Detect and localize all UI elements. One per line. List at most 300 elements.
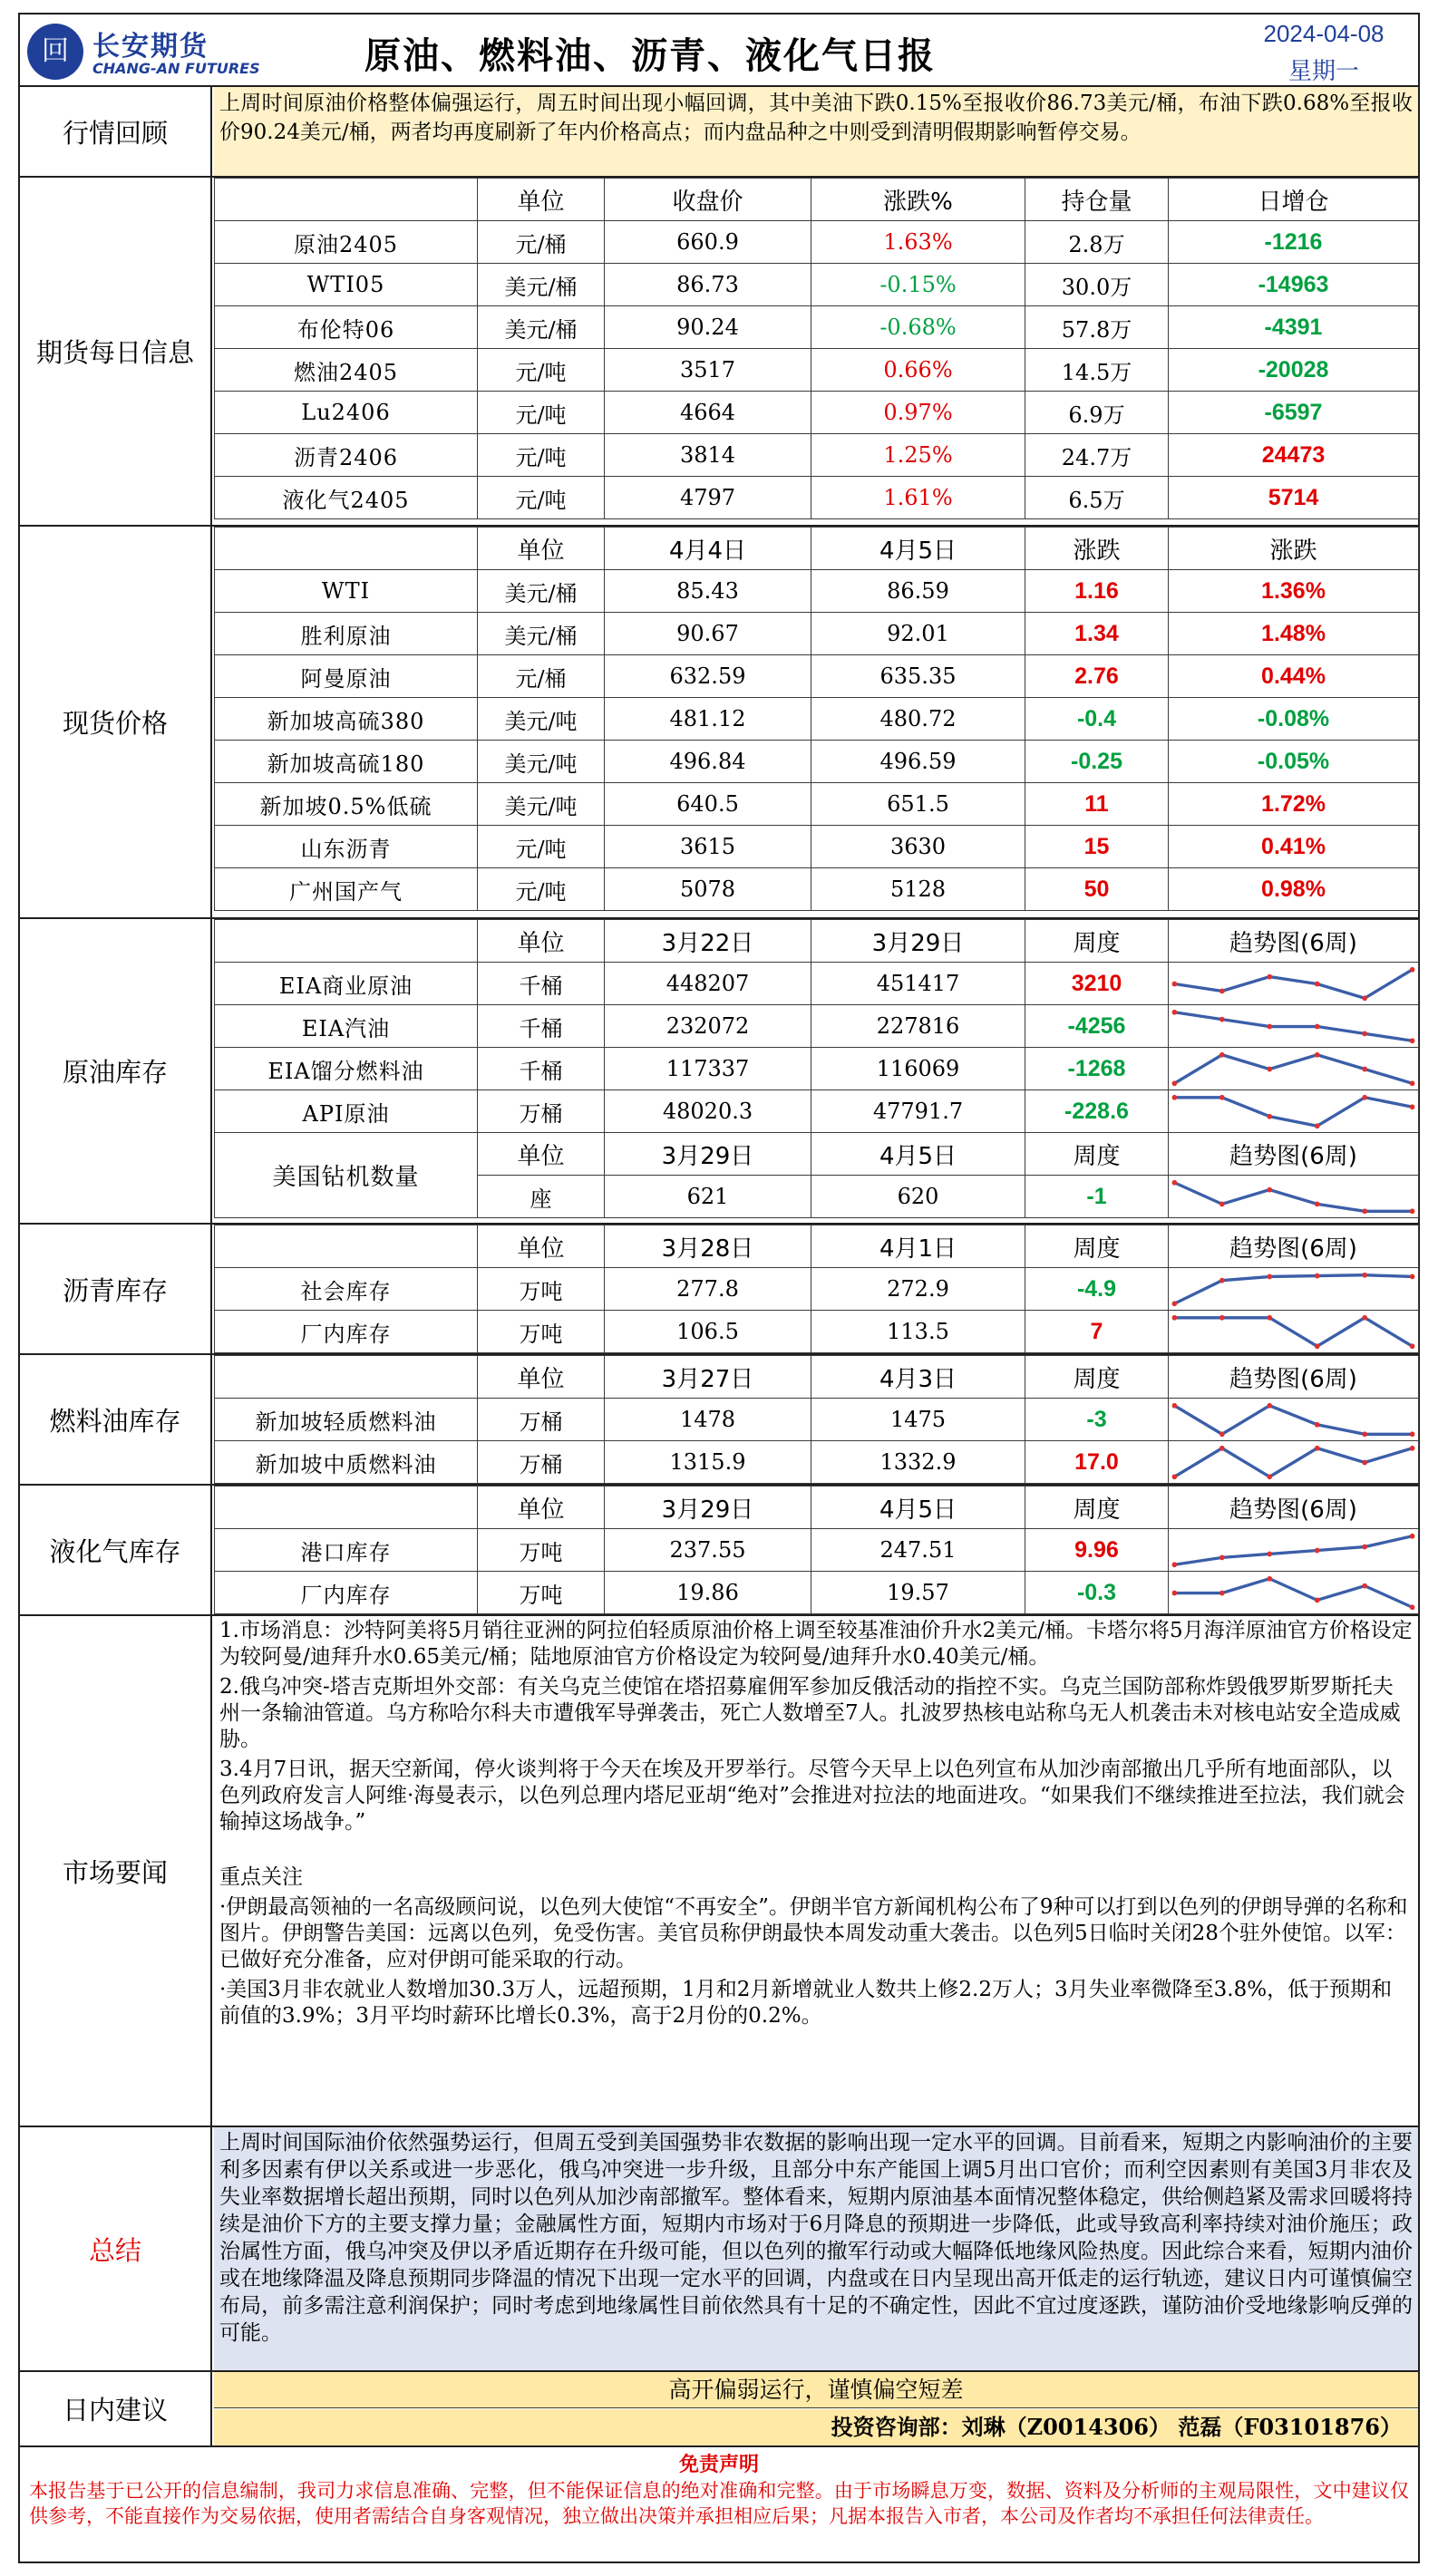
spot-section (20, 527, 1418, 919)
contract-name: 原油2405 (215, 221, 478, 264)
trend-point (1315, 1421, 1320, 1427)
trend-point (1410, 1604, 1415, 1610)
contract-name: 燃油2405 (215, 349, 478, 392)
trend-sparkline (1169, 1049, 1418, 1089)
column-header: 单位 (478, 1487, 605, 1529)
value-latest-cell: 272.9 (811, 1268, 1025, 1311)
column-header (215, 1356, 478, 1399)
change-percent-cell: 0.66% (811, 349, 1025, 392)
price-day2-cell: 651.5 (811, 783, 1025, 826)
column-header: 涨跌 (1025, 528, 1169, 570)
logo-emblem-icon: 回 (27, 24, 83, 80)
unit-cell: 美元/吨 (478, 783, 605, 826)
price-day1-cell: 5078 (605, 868, 811, 911)
contract-name: WTI05 (215, 264, 478, 306)
value-prev-cell: 117337 (605, 1048, 811, 1090)
news-item: 重点关注 (219, 1865, 303, 1889)
trend-point (1268, 1402, 1273, 1408)
trend-point (1268, 973, 1273, 979)
news-label: 市场要闻 (20, 1616, 212, 2126)
unit-cell: 美元/吨 (478, 741, 605, 783)
column-header (215, 528, 478, 570)
table-row (215, 1005, 1419, 1048)
change-cell: 15 (1025, 826, 1169, 868)
trend-point (1362, 1208, 1367, 1214)
open-interest-cell: 6.5万 (1025, 477, 1169, 519)
change-percent-cell: 0.44% (1169, 655, 1419, 698)
column-header: 4月5日 (811, 1487, 1025, 1529)
change-cell: 2.76 (1025, 655, 1169, 698)
daily-position-change-cell: -20028 (1169, 349, 1419, 392)
spot-label: 现货价格 (20, 527, 212, 917)
daily-position-change-cell: -4391 (1169, 306, 1419, 349)
news-section (20, 1616, 1418, 2127)
rig-count-name: 美国钻机数量 (215, 1133, 478, 1218)
table-row (215, 306, 1419, 349)
report-weekday: 星期一 (1287, 58, 1359, 85)
trend-point (1268, 1474, 1273, 1479)
value-latest-cell: 620 (811, 1176, 1025, 1218)
trend-point (1219, 1590, 1225, 1595)
column-header: 趋势图(6周) (1169, 1487, 1419, 1529)
unit-cell: 座 (478, 1176, 605, 1218)
column-header: 周度 (1025, 1133, 1169, 1176)
trend-sparkline (1169, 1399, 1418, 1440)
column-header: 4月3日 (811, 1356, 1025, 1399)
unit-cell: 千桶 (478, 1005, 605, 1048)
column-header: 持仓量 (1025, 179, 1169, 221)
trend-point (1362, 1272, 1367, 1277)
column-header: 趋势图(6周) (1169, 920, 1419, 963)
column-header: 趋势图(6周) (1169, 1356, 1419, 1399)
trend-line (1174, 1054, 1412, 1083)
daily-position-change-cell: 5714 (1169, 477, 1419, 519)
table-row (215, 826, 1419, 868)
trend-cell (1169, 1090, 1419, 1133)
summary-text: 上周时间国际油价依然强势运行，但周五受到美国强势非农数据的影响出现一定水平的回调。目前看来，短期之内影响油价的主要利多因素有伊以关系或进一步恶化，俄乌冲突进一步升级，且部分中东产能国上调5月出口官价；而利空因素则有美国3月非农及失业率数据增长超出预期，同时以色列从加沙南部撤军。整体看来，短期内原油基本面情况整体稳定，供给侧趋紧及需求回暖将持续是油价下方的主要支撑力量；金融属性方面，短期内市场对于6月降息的预期进一步降低，此或导致高利率持续对油价施压；政治属性方面，俄乌冲突及伊以矛盾近期存在升级可能，但以色列的撤军行动或大幅降低地缘风险热度。因此综合来看，短期内油价或在地缘降温及降息预期同步降温的情况下出现一定水平的回调，内盘或在日内呈现出高开低走的运行轨迹，建议日内可谨慎偏空布局，前多需注意利润保护；同时考虑到地缘属性目前依然具有十足的不确定性，因此不宜过度逐跌，谨防油价受地缘影响反弹的可能。 (219, 2131, 1413, 2345)
table-row (215, 1048, 1419, 1090)
daily-position-change-cell: -14963 (1169, 264, 1419, 306)
trend-point (1362, 1314, 1367, 1320)
unit-cell: 美元/桶 (478, 306, 605, 349)
summary-body (214, 2127, 1418, 2370)
item-name: EIA商业原油 (215, 963, 478, 1005)
trend-sparkline (1169, 1312, 1418, 1352)
weekly-change-cell: -1 (1025, 1176, 1169, 1218)
trend-point (1362, 1583, 1367, 1588)
weekly-change-cell: -4256 (1025, 1005, 1169, 1048)
table-row (215, 613, 1419, 655)
weekly-change-cell: 17.0 (1025, 1441, 1169, 1484)
value-latest-cell: 227816 (811, 1005, 1025, 1048)
unit-cell: 万桶 (478, 1399, 605, 1441)
price-day1-cell: 632.59 (605, 655, 811, 698)
trend-point (1315, 1445, 1320, 1450)
column-header: 周度 (1025, 1487, 1169, 1529)
trend-line (1174, 1012, 1412, 1041)
trend-point (1172, 1314, 1178, 1320)
table-header-row (215, 1487, 1419, 1529)
value-prev-cell: 448207 (605, 963, 811, 1005)
consultant-info: 投资咨询部：刘琳（Z0014306） 范磊（F03101876） (214, 2409, 1418, 2445)
column-header: 4月5日 (811, 528, 1025, 570)
trend-point (1315, 981, 1320, 986)
value-latest-cell: 19.57 (811, 1572, 1025, 1614)
column-header: 3月29日 (811, 920, 1025, 963)
change-percent-cell: 0.41% (1169, 826, 1419, 868)
trend-point (1315, 1597, 1320, 1603)
trend-sparkline (1169, 1091, 1418, 1132)
news-item: 2.俄乌冲突-塔吉克斯坦外交部：有关乌克兰使馆在塔招募雇佣军参加反俄活动的指控不实。乌克兰国防部称炸毁俄罗斯罗斯托夫州一条输油管道。乌方称哈尔科夫市遭俄军导弹袭击，死亡人数增至7人。扎波罗热核电站称乌无人机袭击未对核电站安全造成威胁。 (219, 1675, 1401, 1751)
trend-sparkline (1169, 1269, 1418, 1310)
crude-inventory-section (20, 919, 1418, 1225)
unit-cell: 元/吨 (478, 392, 605, 434)
table-row (215, 741, 1419, 783)
column-header: 周度 (1025, 920, 1169, 963)
lpg-inventory-section (20, 1486, 1418, 1616)
table-header-row (215, 920, 1419, 963)
trend-point (1268, 1551, 1273, 1556)
weekly-change-cell: -228.6 (1025, 1090, 1169, 1133)
product-name: 山东沥青 (215, 826, 478, 868)
table-row (215, 783, 1419, 826)
trend-line (1174, 1317, 1412, 1346)
trend-point (1315, 1123, 1320, 1128)
unit-cell: 美元/桶 (478, 264, 605, 306)
product-name: 新加坡高硫380 (215, 698, 478, 741)
item-name: API原油 (215, 1090, 478, 1133)
trend-point (1410, 1273, 1415, 1279)
column-header: 涨跌% (811, 179, 1025, 221)
trend-point (1172, 1474, 1178, 1479)
company-name-en: CHANG-AN FUTURES (92, 60, 260, 77)
change-cell: 50 (1025, 868, 1169, 911)
trend-cell (1169, 1529, 1419, 1572)
value-latest-cell: 47791.7 (811, 1090, 1025, 1133)
trend-point (1172, 1590, 1178, 1595)
trend-line (1174, 1578, 1412, 1607)
price-day2-cell: 480.72 (811, 698, 1025, 741)
table-row (215, 477, 1419, 519)
trend-point (1315, 1547, 1320, 1553)
unit-cell: 千桶 (478, 963, 605, 1005)
trend-point (1410, 1533, 1415, 1538)
item-name: 新加坡轻质燃料油 (215, 1399, 478, 1441)
trend-point (1219, 1314, 1225, 1320)
close-price-cell: 90.24 (605, 306, 811, 349)
column-header: 3月27日 (605, 1356, 811, 1399)
trend-point (1362, 1066, 1367, 1071)
column-header: 单位 (478, 1133, 605, 1176)
review-label: 行情回顾 (20, 87, 212, 176)
column-header (215, 179, 478, 221)
item-name: 新加坡中质燃料油 (215, 1441, 478, 1484)
company-logo (27, 20, 272, 82)
change-percent-cell: 1.25% (811, 434, 1025, 477)
value-prev-cell: 237.55 (605, 1529, 811, 1572)
table-header-row (215, 528, 1419, 570)
value-latest-cell: 247.51 (811, 1529, 1025, 1572)
asphalt-inventory-table (214, 1225, 1419, 1353)
table-header-row (215, 1225, 1419, 1268)
lpg-inventory-table (214, 1486, 1419, 1614)
trend-point (1268, 1575, 1273, 1581)
trend-point (1315, 1343, 1320, 1349)
product-name: 阿曼原油 (215, 655, 478, 698)
trend-point (1315, 1051, 1320, 1057)
trend-line (1174, 1274, 1412, 1303)
column-header: 单位 (478, 528, 605, 570)
change-percent-cell: -0.05% (1169, 741, 1419, 783)
product-name: 新加坡高硫180 (215, 741, 478, 783)
table-row (215, 1268, 1419, 1311)
trend-point (1315, 1273, 1320, 1278)
price-day2-cell: 635.35 (811, 655, 1025, 698)
column-header: 趋势图(6周) (1169, 1133, 1419, 1176)
column-header: 3月22日 (605, 920, 811, 963)
advice-text: 高开偏弱运行，谨慎偏空短差 (214, 2372, 1418, 2408)
change-percent-cell: 1.61% (811, 477, 1025, 519)
item-name: 厂内库存 (215, 1311, 478, 1353)
report-header (20, 15, 1418, 87)
unit-cell: 美元/吨 (478, 698, 605, 741)
news-item: 3.4月7日讯，据天空新闻，停火谈判将于今天在埃及开罗举行。尽管今天早上以色列宣布从加沙南部撤出几乎所有地面部队，以色列政府发言人阿维·海曼表示，以色列总理内塔尼亚胡“绝对”会推进对拉法的地面进攻。“如果我们不继续推进至拉法，我们就会输掉这场战争。” (219, 1758, 1405, 1834)
disclaimer-title: 免责声明 (678, 2453, 759, 2476)
trend-point (1219, 1016, 1225, 1022)
column-header: 收盘价 (605, 179, 811, 221)
trend-cell (1169, 1176, 1419, 1218)
table-row (215, 1529, 1419, 1572)
trend-sparkline (1169, 1006, 1418, 1047)
column-header: 周度 (1025, 1225, 1169, 1268)
price-day1-cell: 496.84 (605, 741, 811, 783)
value-latest-cell: 1332.9 (811, 1441, 1025, 1484)
unit-cell: 元/吨 (478, 434, 605, 477)
trend-point (1219, 1051, 1225, 1057)
advice-section (20, 2372, 1418, 2447)
review-section (20, 87, 1418, 178)
trend-cell (1169, 1572, 1419, 1614)
item-name: EIA馏分燃料油 (215, 1048, 478, 1090)
unit-cell: 万吨 (478, 1529, 605, 1572)
lpg-inventory-label: 液化气库存 (20, 1486, 212, 1614)
trend-cell (1169, 1048, 1419, 1090)
trend-point (1172, 1009, 1178, 1014)
trend-point (1410, 1431, 1415, 1437)
fuel-oil-inventory-table (214, 1355, 1419, 1484)
summary-section (20, 2127, 1418, 2372)
advice-label: 日内建议 (20, 2372, 212, 2445)
trend-line (1174, 969, 1412, 998)
trend-line (1174, 1182, 1412, 1211)
weekly-change-cell: -0.3 (1025, 1572, 1169, 1614)
contract-name: 沥青2406 (215, 434, 478, 477)
unit-cell: 万桶 (478, 1090, 605, 1133)
column-header: 4月1日 (811, 1225, 1025, 1268)
table-row (215, 963, 1419, 1005)
column-header: 单位 (478, 920, 605, 963)
trend-line (1174, 1405, 1412, 1434)
open-interest-cell: 24.7万 (1025, 434, 1169, 477)
price-day1-cell: 481.12 (605, 698, 811, 741)
change-percent-cell: -0.08% (1169, 698, 1419, 741)
trend-line (1174, 1535, 1412, 1564)
unit-cell: 元/吨 (478, 826, 605, 868)
value-prev-cell: 621 (605, 1176, 811, 1218)
column-header: 趋势图(6周) (1169, 1225, 1419, 1268)
review-body (214, 87, 1418, 176)
disclaimer (20, 2447, 1418, 2561)
news-spacer (214, 1837, 1418, 1863)
price-day1-cell: 640.5 (605, 783, 811, 826)
item-name: EIA汽油 (215, 1005, 478, 1048)
column-header: 3月29日 (605, 1133, 811, 1176)
column-header (215, 1487, 478, 1529)
trend-point (1315, 1023, 1320, 1029)
column-header: 4月4日 (605, 528, 811, 570)
trend-point (1172, 1562, 1178, 1567)
change-cell: 1.34 (1025, 613, 1169, 655)
value-latest-cell: 1475 (811, 1399, 1025, 1441)
price-day1-cell: 85.43 (605, 570, 811, 613)
trend-point (1268, 1113, 1273, 1119)
column-header: 单位 (478, 1356, 605, 1399)
crude-inventory-table (214, 919, 1419, 1218)
trend-point (1268, 1066, 1273, 1071)
summary-label: 总结 (20, 2127, 212, 2370)
close-price-cell: 4797 (605, 477, 811, 519)
report-date: 2024-04-08 (1263, 20, 1385, 47)
trend-point (1172, 1179, 1178, 1185)
close-price-cell: 4664 (605, 392, 811, 434)
table-row (215, 570, 1419, 613)
trend-point (1219, 1431, 1225, 1437)
trend-point (1268, 1273, 1273, 1279)
price-day2-cell: 92.01 (811, 613, 1025, 655)
trend-cell (1169, 1441, 1419, 1484)
column-header: 3月29日 (605, 1487, 811, 1529)
value-prev-cell: 232072 (605, 1005, 811, 1048)
table-row (215, 868, 1419, 911)
open-interest-cell: 30.0万 (1025, 264, 1169, 306)
trend-point (1362, 1094, 1367, 1099)
product-name: 新加坡0.5%低硫 (215, 783, 478, 826)
unit-cell: 千桶 (478, 1048, 605, 1090)
value-prev-cell: 277.8 (605, 1268, 811, 1311)
value-prev-cell: 1315.9 (605, 1441, 811, 1484)
value-prev-cell: 1478 (605, 1399, 811, 1441)
trend-point (1219, 1445, 1225, 1450)
trend-point (1219, 1094, 1225, 1099)
trend-point (1172, 1301, 1178, 1306)
price-day2-cell: 86.59 (811, 570, 1025, 613)
unit-cell: 美元/桶 (478, 570, 605, 613)
weekly-change-cell: 7 (1025, 1311, 1169, 1353)
crude-inventory-label: 原油库存 (20, 919, 212, 1223)
column-header: 单位 (478, 1225, 605, 1268)
trend-cell (1169, 1268, 1419, 1311)
change-percent-cell: -0.15% (811, 264, 1025, 306)
spot-table (214, 527, 1419, 911)
unit-cell: 元/吨 (478, 349, 605, 392)
close-price-cell: 3517 (605, 349, 811, 392)
trend-point (1219, 1201, 1225, 1206)
table-row (215, 264, 1419, 306)
open-interest-cell: 14.5万 (1025, 349, 1169, 392)
value-latest-cell: 451417 (811, 963, 1025, 1005)
change-cell: 1.16 (1025, 570, 1169, 613)
change-percent-cell: 1.48% (1169, 613, 1419, 655)
change-percent-cell: 0.98% (1169, 868, 1419, 911)
trend-point (1172, 1094, 1178, 1099)
item-name: 厂内库存 (215, 1572, 478, 1614)
table-row (215, 434, 1419, 477)
trend-sparkline (1169, 1442, 1418, 1483)
trend-point (1315, 1201, 1320, 1206)
company-name-cn: 长安期货 (92, 31, 209, 63)
open-interest-cell: 2.8万 (1025, 221, 1169, 264)
unit-cell: 万吨 (478, 1572, 605, 1614)
trend-point (1219, 1277, 1225, 1283)
column-header: 日增仓 (1169, 179, 1419, 221)
change-percent-cell: 1.72% (1169, 783, 1419, 826)
futures-label: 期货每日信息 (20, 178, 212, 525)
table-header-row (215, 179, 1419, 221)
trend-point (1268, 1186, 1273, 1192)
trend-point (1410, 1445, 1415, 1450)
daily-position-change-cell: -1216 (1169, 221, 1419, 264)
unit-cell: 万吨 (478, 1268, 605, 1311)
futures-table (214, 178, 1419, 519)
trend-point (1268, 1023, 1273, 1029)
trend-point (1410, 1343, 1415, 1349)
fuel-oil-inventory-section (20, 1355, 1418, 1486)
contract-name: Lu2406 (215, 392, 478, 434)
trend-sparkline (1169, 964, 1418, 1004)
trend-point (1219, 988, 1225, 993)
trend-point (1172, 981, 1178, 986)
table-row (215, 349, 1419, 392)
value-prev-cell: 106.5 (605, 1311, 811, 1353)
price-day2-cell: 5128 (811, 868, 1025, 911)
trend-point (1410, 1038, 1415, 1043)
asphalt-inventory-label: 沥青库存 (20, 1225, 212, 1353)
product-name: 胜利原油 (215, 613, 478, 655)
close-price-cell: 3814 (605, 434, 811, 477)
change-percent-cell: 1.36% (1169, 570, 1419, 613)
unit-cell: 万桶 (478, 1441, 605, 1484)
trend-point (1410, 1208, 1415, 1214)
trend-point (1172, 1080, 1178, 1086)
table-row (215, 698, 1419, 741)
open-interest-cell: 6.9万 (1025, 392, 1169, 434)
asphalt-inventory-section (20, 1225, 1418, 1355)
close-price-cell: 86.73 (605, 264, 811, 306)
table-row (215, 1441, 1419, 1484)
table-row (215, 1090, 1419, 1133)
table-row (215, 392, 1419, 434)
trend-cell (1169, 1005, 1419, 1048)
weekly-change-cell: 3210 (1025, 963, 1169, 1005)
trend-point (1362, 1459, 1367, 1465)
trend-point (1410, 1080, 1415, 1086)
column-header: 单位 (478, 179, 605, 221)
trend-sparkline (1169, 1530, 1418, 1571)
daily-position-change-cell: 24473 (1169, 434, 1419, 477)
trend-point (1219, 1554, 1225, 1560)
unit-cell: 元/吨 (478, 477, 605, 519)
trend-point (1268, 1314, 1273, 1320)
